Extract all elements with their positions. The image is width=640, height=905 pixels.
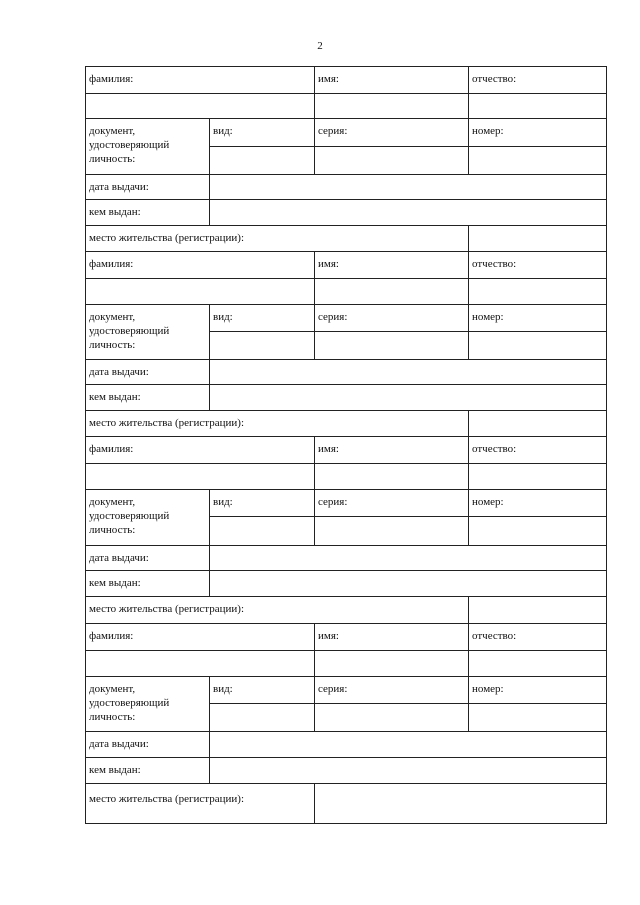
name-label: имя: [315,624,469,651]
patronymic-label: отчество: [469,624,607,651]
document-label-line-2: удостоверяющий [89,325,170,337]
document-label-line-3: личность: [89,339,136,351]
document-label-line-1: документ, [89,311,136,323]
doc-number-field[interactable] [469,517,607,546]
doc-series-label: серия: [315,490,469,517]
document-label [86,119,210,175]
name-label: имя: [315,437,469,464]
issue-date-field[interactable] [210,175,607,200]
surname-field[interactable] [86,94,315,119]
document-label-line-3: личность: [89,524,136,536]
issued-by-label: кем выдан: [86,758,210,784]
surname-label: фамилия: [86,437,315,464]
doc-number-field[interactable] [469,704,607,732]
document-label-line-1: документ, [89,125,136,137]
surname-field[interactable] [86,651,315,677]
surname-field[interactable] [86,279,315,305]
document-label [86,490,210,546]
doc-series-field[interactable] [315,704,469,732]
issue-date-field[interactable] [210,732,607,758]
patronymic-field[interactable] [469,464,607,490]
name-field[interactable] [315,279,469,305]
doc-series-label: серия: [315,677,469,704]
person-block-4 [85,623,606,824]
issued-by-field[interactable] [210,200,607,226]
document-label-line-1: документ, [89,496,136,508]
issue-date-label: дата выдачи: [86,360,210,385]
doc-number-field[interactable] [469,332,607,360]
name-field[interactable] [315,464,469,490]
issued-by-label: кем выдан: [86,200,210,226]
doc-series-field[interactable] [315,517,469,546]
residence-field[interactable] [469,411,607,437]
applicants-form [85,66,606,824]
issued-by-field[interactable] [210,385,607,411]
doc-series-label: серия: [315,119,469,147]
issue-date-label: дата выдачи: [86,546,210,571]
residence-label: место жительства (регистрации): [86,411,469,437]
document-label-line-1: документ, [89,683,136,695]
issued-by-label: кем выдан: [86,385,210,411]
document-label-line-2: удостоверяющий [89,510,170,522]
person-block-1 [85,66,606,252]
issued-by-label: кем выдан: [86,571,210,597]
residence-field[interactable] [469,597,607,624]
doc-number-label: номер: [469,490,607,517]
doc-series-label: серия: [315,305,469,332]
issue-date-field[interactable] [210,546,607,571]
issued-by-field[interactable] [210,758,607,784]
patronymic-label: отчество: [469,437,607,464]
residence-label: место жительства (регистрации): [86,597,469,624]
doc-number-label: номер: [469,305,607,332]
document-label [86,677,210,732]
surname-label: фамилия: [86,624,315,651]
doc-type-field[interactable] [210,332,315,360]
name-label: имя: [315,252,469,279]
surname-label: фамилия: [86,252,315,279]
surname-label: фамилия: [86,67,315,94]
residence-field[interactable] [469,226,607,252]
patronymic-field[interactable] [469,651,607,677]
name-label: имя: [315,67,469,94]
doc-series-field[interactable] [315,147,469,175]
document-label [86,305,210,360]
person-block-3 [85,436,606,624]
document-label-line-3: личность: [89,711,136,723]
doc-type-field[interactable] [210,517,315,546]
doc-type-label: вид: [210,305,315,332]
patronymic-label: отчество: [469,252,607,279]
doc-series-field[interactable] [315,332,469,360]
issue-date-label: дата выдачи: [86,175,210,200]
patronymic-field[interactable] [469,279,607,305]
doc-number-label: номер: [469,677,607,704]
document-label-line-2: удостоверяющий [89,139,170,151]
doc-number-label: номер: [469,119,607,147]
name-field[interactable] [315,651,469,677]
doc-type-label: вид: [210,490,315,517]
issue-date-label: дата выдачи: [86,732,210,758]
doc-type-field[interactable] [210,704,315,732]
patronymic-label: отчество: [469,67,607,94]
doc-type-field[interactable] [210,147,315,175]
residence-label: место жительства (регистрации): [86,226,469,252]
surname-field[interactable] [86,464,315,490]
issue-date-field[interactable] [210,360,607,385]
patronymic-field[interactable] [469,94,607,119]
document-label-line-3: личность: [89,153,136,165]
doc-type-label: вид: [210,119,315,147]
doc-type-label: вид: [210,677,315,704]
name-field[interactable] [315,94,469,119]
person-block-2 [85,251,606,437]
document-label-line-2: удостоверяющий [89,697,170,709]
residence-label: место жительства (регистрации): [86,784,315,824]
doc-number-field[interactable] [469,147,607,175]
residence-field[interactable] [315,784,607,824]
issued-by-field[interactable] [210,571,607,597]
page-number: 2 [317,40,323,52]
